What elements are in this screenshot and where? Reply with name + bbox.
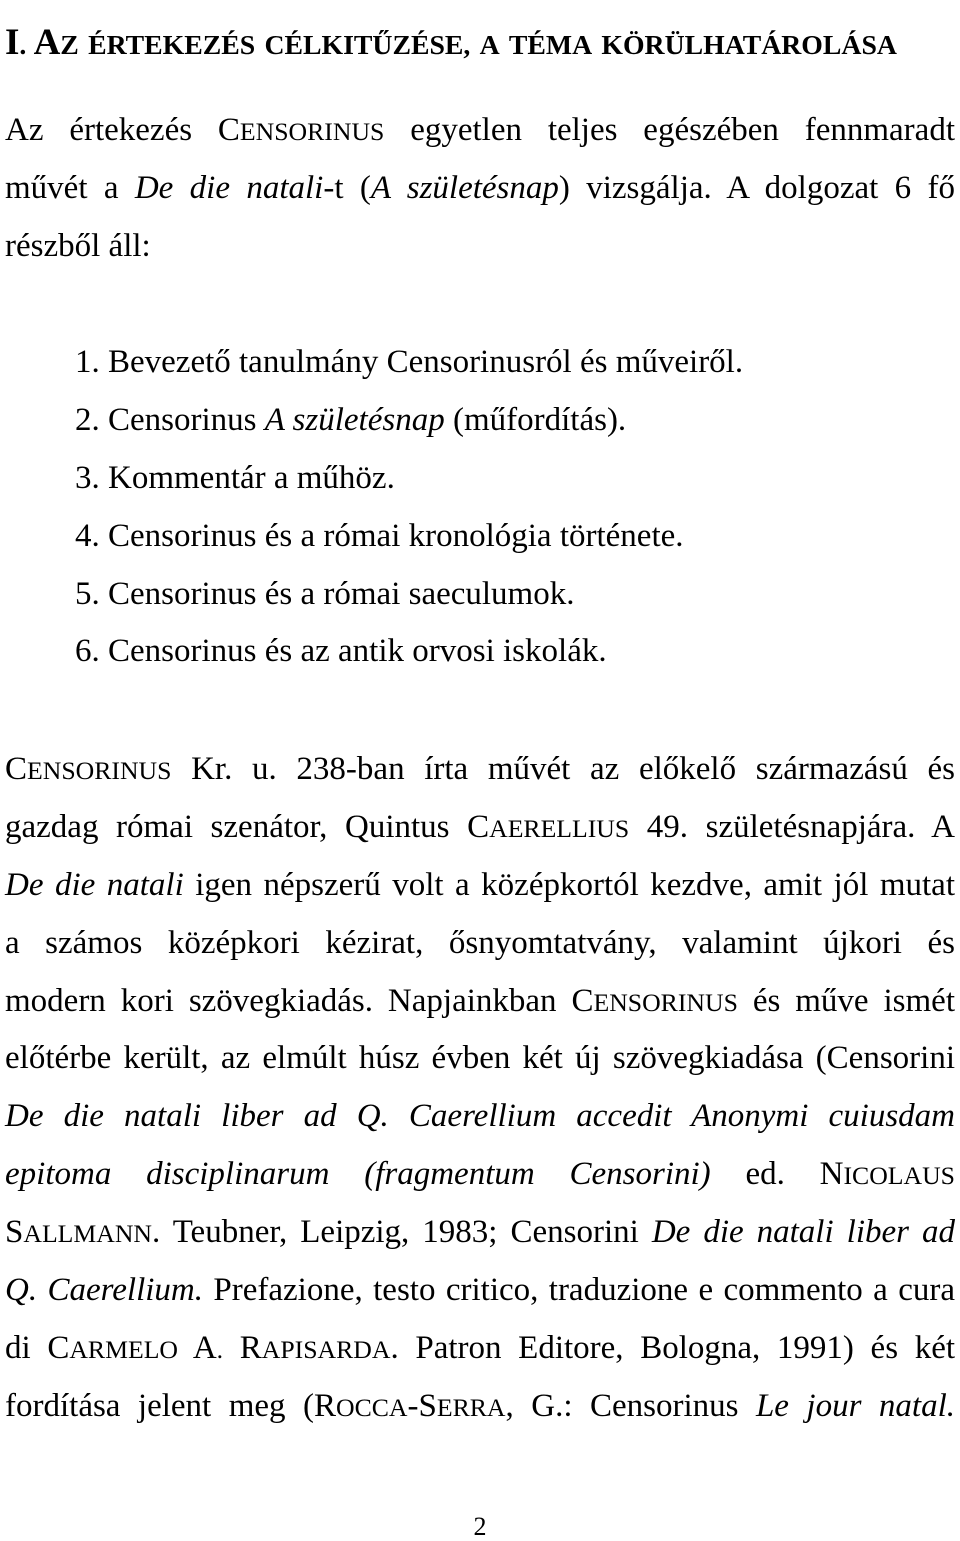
text-run: 4. Censorinus és a római kronológia története. — [75, 517, 684, 554]
text-line — [5, 857, 955, 915]
chapter-item — [75, 334, 955, 392]
italic-title: De die natali — [134, 169, 324, 206]
text-run: (műfordítás). — [444, 401, 627, 438]
italic-title: De die natali liber ad Q. Caerellium accedit Anonymi cuiusdam — [5, 1098, 955, 1135]
text-run: részből áll: — [5, 227, 151, 264]
italic-title: Le jour natal. — [755, 1387, 956, 1424]
chapter-item — [75, 450, 955, 508]
text-run: -t ( — [323, 169, 371, 206]
small-caps-run: KÖRÜLHATÁROLÁSA — [601, 29, 897, 61]
chapter-list — [75, 334, 955, 681]
text-run: és műve ismét — [737, 982, 955, 1019]
small-caps-run: APISARDA — [261, 1334, 391, 1364]
text-run: 3. Kommentár a műhöz. — [75, 459, 395, 496]
text-line — [5, 741, 955, 799]
text-line — [5, 1262, 955, 1320]
section-heading: I. AZ ÉRTEKEZÉS CÉLKITŰZÉSE, A TÉMA KÖRÜLHATÁROLÁSA — [5, 21, 897, 63]
text-line — [5, 799, 955, 857]
small-caps-run: ENSORINUS — [27, 756, 172, 785]
text-line — [5, 1088, 955, 1146]
small-caps-name: CENSORINUS — [217, 112, 385, 148]
italic-title: De die natali — [5, 866, 184, 903]
small-caps-run: ENSORINUS — [239, 117, 385, 146]
small-caps-name: CARMELO A. RAPISARDA — [47, 1329, 391, 1366]
text-line — [5, 973, 955, 1031]
text-run: egyetlen teljes egészében fennmaradt — [384, 112, 955, 148]
italic-title: De die natali liber ad — [651, 1214, 955, 1251]
small-caps-run: AERELLIUS — [489, 813, 630, 843]
small-caps-run: ICOLAUS — [843, 1161, 955, 1191]
small-caps-name: ROCCA-SERRA — [314, 1387, 506, 1424]
text-line — [5, 102, 955, 160]
chapter-item — [75, 508, 955, 566]
chapter-item — [75, 392, 955, 450]
chapter-item — [75, 566, 955, 624]
intro-paragraph — [5, 102, 955, 276]
text-line — [5, 1204, 955, 1262]
small-caps-run: OCCA — [336, 1392, 408, 1422]
text-run: ) vizsgálja. A dolgozat 6 fő — [558, 169, 955, 206]
text-run: Az értekezés — [5, 112, 218, 148]
small-caps-run: ALLMANN — [23, 1219, 153, 1249]
small-caps-run: . — [19, 29, 27, 61]
small-caps-name: CAERELLIUS — [467, 808, 630, 845]
chapter-item — [75, 623, 955, 681]
page-number: 2 — [473, 1512, 487, 1541]
body-paragraph — [5, 741, 955, 1436]
text-run: . Patron Editore, Bologna, 1991) és két — [390, 1329, 956, 1366]
small-caps-run: ÉRTEKEZÉS — [88, 29, 256, 61]
text-run: 6. Censorinus és az antik orvosi iskolák. — [75, 633, 607, 670]
text-line — [5, 160, 955, 218]
text-run: di — [5, 1329, 48, 1366]
text-run: a számos középkori kézirat, ősnyomtatvány, valamint újkori és — [5, 924, 955, 961]
text-run: , G.: Censorinus — [505, 1387, 756, 1424]
text-run: ed. — [710, 1156, 820, 1193]
italic-title: epitoma disciplinarum (fragmentum Censorini) — [5, 1156, 711, 1193]
small-caps-run: ARMELO — [69, 1334, 178, 1364]
small-caps-run: A — [479, 29, 500, 61]
text-run: 5. Censorinus és a római saeculumok. — [75, 575, 575, 612]
small-caps-name: SALLMANN — [5, 1214, 153, 1251]
text-run: modern kori szövegkiadás. Napjainkban — [5, 982, 572, 1019]
text-run: gazdag római szenátor, Quintus — [5, 808, 468, 845]
small-caps-name: CENSORINUS — [5, 751, 172, 787]
text-run: Kr. u. 238-ban írta művét az előkelő származású és — [171, 751, 955, 787]
small-caps-run: CÉLKITŰZÉSE, — [264, 29, 471, 61]
small-caps-name: NICOLAUS — [819, 1156, 955, 1193]
small-caps-name: CENSORINUS — [571, 982, 738, 1019]
text-run: 49. születésnapjára. A — [629, 808, 956, 845]
text-run: 2. Censorinus — [75, 401, 265, 438]
text-line — [5, 1378, 955, 1436]
small-caps-run: ERRA — [436, 1392, 506, 1422]
italic-title: A születésnap — [264, 401, 445, 438]
italic-title: A születésnap — [370, 169, 559, 206]
text-run: Prefazione, testo critico, traduzione e commento a cura — [203, 1272, 955, 1309]
text-run: 1. Bevezető tanulmány Censorinusról és műveiről. — [75, 344, 744, 380]
text-run: fordítása jelent meg ( — [5, 1387, 314, 1424]
text-run: előtérbe került, az elmúlt húsz évben két új szövegkiadása (Censorini — [5, 1040, 955, 1077]
small-caps-run: TÉMA — [508, 29, 593, 61]
text-line — [5, 218, 955, 276]
text-run: . Teubner, Leipzig, 1983; Censorini — [152, 1214, 652, 1251]
text-run: igen népszerű volt a középkortól kezdve, amit jól mutat — [183, 866, 955, 903]
text-line — [5, 1146, 955, 1204]
text-line — [5, 915, 955, 973]
small-caps-run: . — [216, 1334, 224, 1364]
italic-title: Q. Caerellium. — [5, 1272, 203, 1309]
small-caps-run: Z — [60, 29, 79, 61]
text-run: művét a — [5, 169, 135, 206]
text-line — [5, 1320, 955, 1378]
text-line — [5, 1030, 955, 1088]
small-caps-run: ENSORINUS — [593, 987, 738, 1017]
